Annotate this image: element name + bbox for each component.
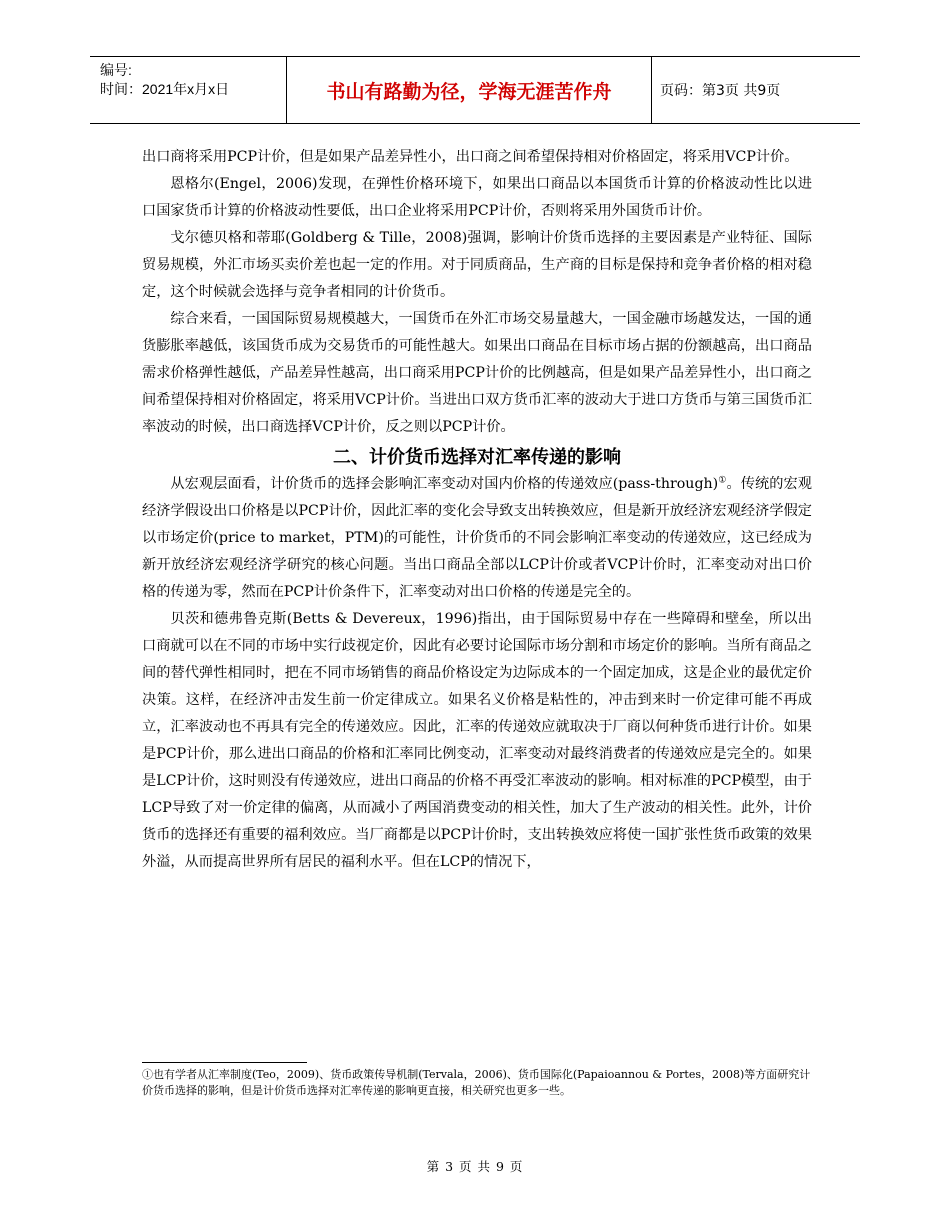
footnote: ①也有学者从汇率制度(Teo，2009)、货币政策传导机制(Tervala，2006)、货币国际化(Papaioannou & Portes，2008)等方面研究计价货币选择的影响，但是计价货币选择对汇率传递的影响更直接，相关研究也更多一些。	[142, 1068, 811, 1097]
paragraph-4: 综合来看，一国国际贸易规模越大，一国货币在外汇市场交易量越大，一国金融市场越发达，一国的通货膨胀率越低，该国货币成为交易货币的可能性越大。如果出口商品在目标市场占据的份额越高，出口商品需求价格弹性越低，产品差异性越高，出口商采用PCP计价的比例越高，但是如果产品差异性小，出口商之间希望保持相对价格固定，将采用VCP计价。当进出口双方货币汇率的波动大于进口方货币与第三国货币汇率波动的时候，出口商选择VCP计价，反之则以PCP计价。	[142, 311, 812, 435]
paragraph-5-end: 。传统的宏观经济学假设出口价格是以PCP计价，因此汇率的变化会导致支出转换效应，但是新开放经济宏观经济学假定以市场定价(price to market，PTM)的可能性，计价货币的不同会影响汇率变动的传递效应，这已经成为新开放经济宏观经济学研究的核心问题。当出口商品全部以LCP计价或者VCP计价时，汇率变动对出口价格的传递为零，然而在PCP计价条件下，汇率变动对出口价格的传递是完全的。	[142, 476, 812, 600]
paragraph-6: 贝茨和德弗鲁克斯(Betts & Devereux，1996)指出，由于国际贸易中存在一些障碍和壁垒，所以出口商就可以在不同的市场中实行歧视定价，因此有必要讨论国际市场分割和市场定价的影响。当所有商品之间的替代弹性相同时，把在不同市场销售的商品价格设定为边际成本的一个固定加成，这是企业的最优定价决策。这样，在经济冲击发生前一价定律成立。如果名义价格是粘性的，冲击到来时一价定律可能不再成立，汇率波动也不再具有完全的传递效应。因此，汇率的传递效应就取决于厂商以何种货币进行计价。如果是PCP计价，那么进出口商品的价格和汇率同比例变动，汇率变动对最终消费者的传递效应是完全的。如果是LCP计价，这时则没有传递效应，进出口商品的价格不再受汇率波动的影响。相对标准的PCP模型，由于LCP导致了对一价定律的偏离，从而减小了两国消费变动的相关性，加大了生产波动的相关性。此外，计价货币的选择还有重要的福利效应。当厂商都是以PCP计价时，支出转换效应将使一国扩张性货币政策的效果外溢，从而提高世界所有居民的福利水平。但在LCP的情况下，	[142, 611, 812, 870]
section-heading: 二、计价货币选择对汇率传递的影响	[333, 447, 621, 468]
header-motto: 书山有路勤为径，学海无涯苦作舟	[286, 57, 652, 123]
page-header	[90, 56, 860, 124]
document-date-label: 时间：2021年x月x日	[100, 81, 230, 97]
footnote-divider	[142, 1062, 307, 1063]
document-body	[142, 144, 812, 876]
paragraph-5-text: 从宏观层面看，计价货币的选择会影响汇率变动对国内价格的传递效应(pass-through)	[170, 476, 719, 492]
document-number-label: 编号:	[100, 62, 132, 78]
paragraph-5	[142, 471, 812, 606]
header-page-info: 页码：第3页 共9页	[660, 83, 781, 99]
page-footer: 第 3 页 共 9 页	[426, 1159, 524, 1174]
header-left-cell	[90, 57, 286, 123]
paragraph-3: 戈尔德贝格和蒂耶(Goldberg & Tille，2008)强调，影响计价货币选择的主要因素是产业特征、国际贸易规模，外汇市场买卖价差也起一定的作用。对于同质商品，生产商的目标是保持和竞争者价格的相对稳定，这个时候就会选择与竞争者相同的计价货币。	[142, 230, 812, 300]
footnote-reference[interactable]: ①	[718, 475, 727, 486]
paragraph-1: 出口商将采用PCP计价，但是如果产品差异性小，出口商之间希望保持相对价格固定，将采用VCP计价。	[142, 149, 799, 165]
paragraph-2: 恩格尔(Engel，2006)发现，在弹性价格环境下，如果出口商品以本国货币计算的价格波动性比以进口国家货币计算的价格波动性要低，出口企业将采用PCP计价，否则将采用外国货币计价。	[142, 176, 812, 219]
